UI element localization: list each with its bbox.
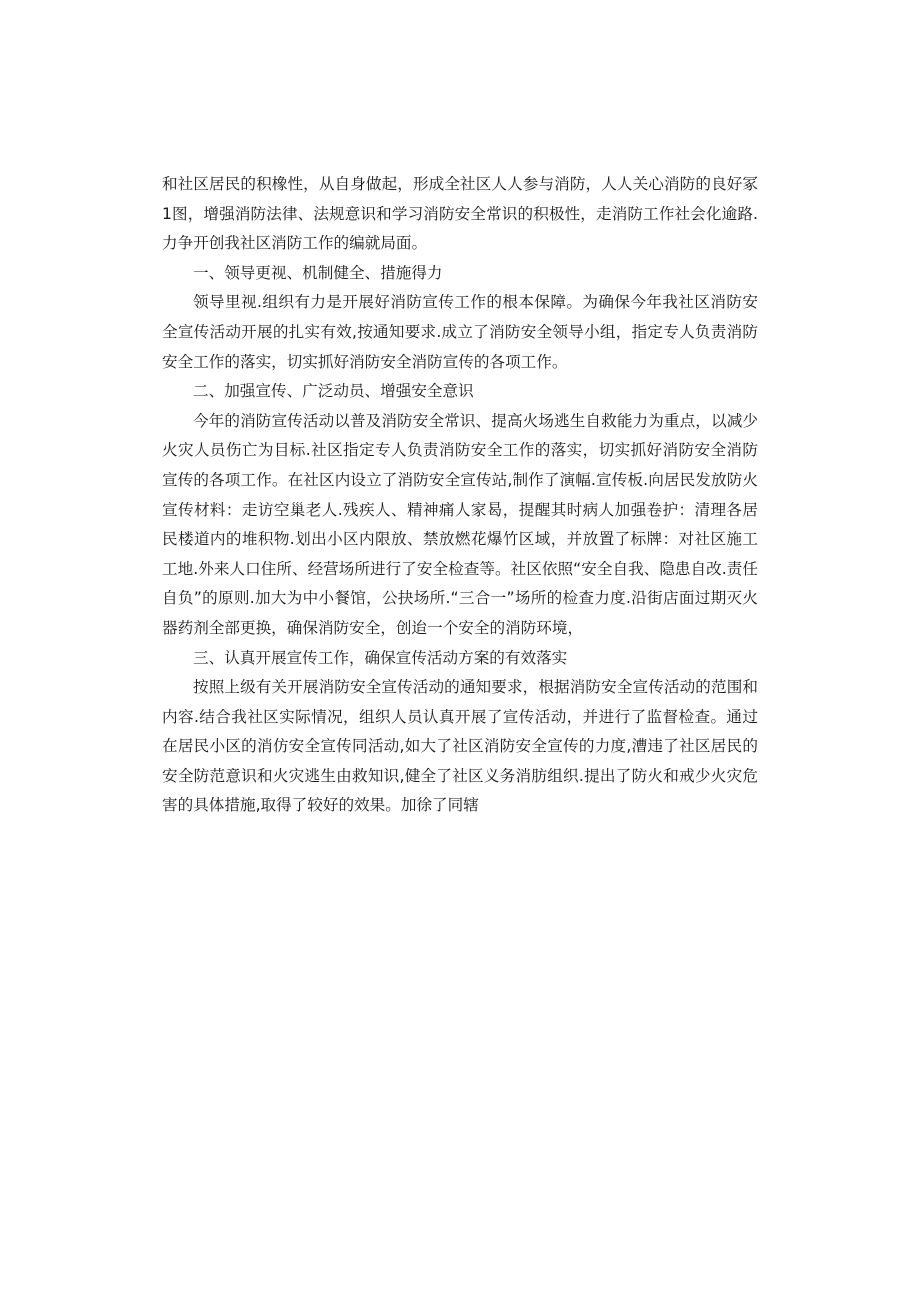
paragraph-section-2: 今年的消防宣传活动以普及消防安全常识、提高火场逃生自救能力为重点，以减少火灾人员伤亡为目标.社区指定专人负责消防安全工作的落实，切实抓好消防安全消防宣传的各项工作。在社区内设立了消防安全宣传站,制作了演幅.宣传板.向居民发放防火宣传材料：走访空巢老人.残疾人、精神痛人家曷，提醒其时病人加强卷护：清理各居民楼道内的堆积物.划出小区内限放、禁放燃花爆竹区域，并放置了标牌：对社区施工工地.外来人口住所、经营场所进行了安全检查等。社区依照“安全自我、隐患自改.责任自负”的原则.加大为中小餐馆，公抉场所.“三合一”场所的检查力度.沿街店面过期灭火器药剂全部更换，确保消防安全，创迨一个安全的消防环境，: [162, 411, 758, 637]
paragraph-intro-continuation: 和社区居民的积橡性，从自身做起，形成全社区人人参与消防，人人关心消防的良好冢1图，增强消防法律、法规意识和学习消防安全常识的积极性，走消防工作社会化逾路.力争开创我社区消防工作的编就局面。: [162, 175, 758, 253]
paragraph-section-1: 领导里视.组织有力是开展好消防宣传工作的根本保障。为确保今年我社区消防安全宣传活动开展的扎实有效,按通知要求.成立了消防安全领导小组，指定专人负责消防安全工作的落实，切实抓好消防安全消防宣传的各项工作。: [162, 293, 758, 371]
document-page: [162, 170, 758, 821]
paragraph-section-3: 按照上级有关开展消防安全宣传活动的通知要求，根据消防安全宣传活动的范围和内容.结合我社区实际情况，组织人员认真开展了宣传活动，并进行了监督检查。通过在居民小区的消仿安全宣传同活动,如大了社区消防安全宣传的力度,漕违了社区居民的安全防范意识和火灾逃生由救知识,健全了社区义务消肪组织.提出了防火和戒少火灾危害的具体措施,取得了较好的效果。加徐了同辖: [162, 678, 758, 815]
section-heading-3: 三、认真开展宣传工作，确保宣传活动方案的有效落实: [193, 648, 568, 667]
section-heading-2: 二、加强宣传、广泛动员、增强安全意识: [193, 382, 474, 401]
section-heading-1: 一、领导更视、机制健全、措施得力: [193, 263, 443, 282]
